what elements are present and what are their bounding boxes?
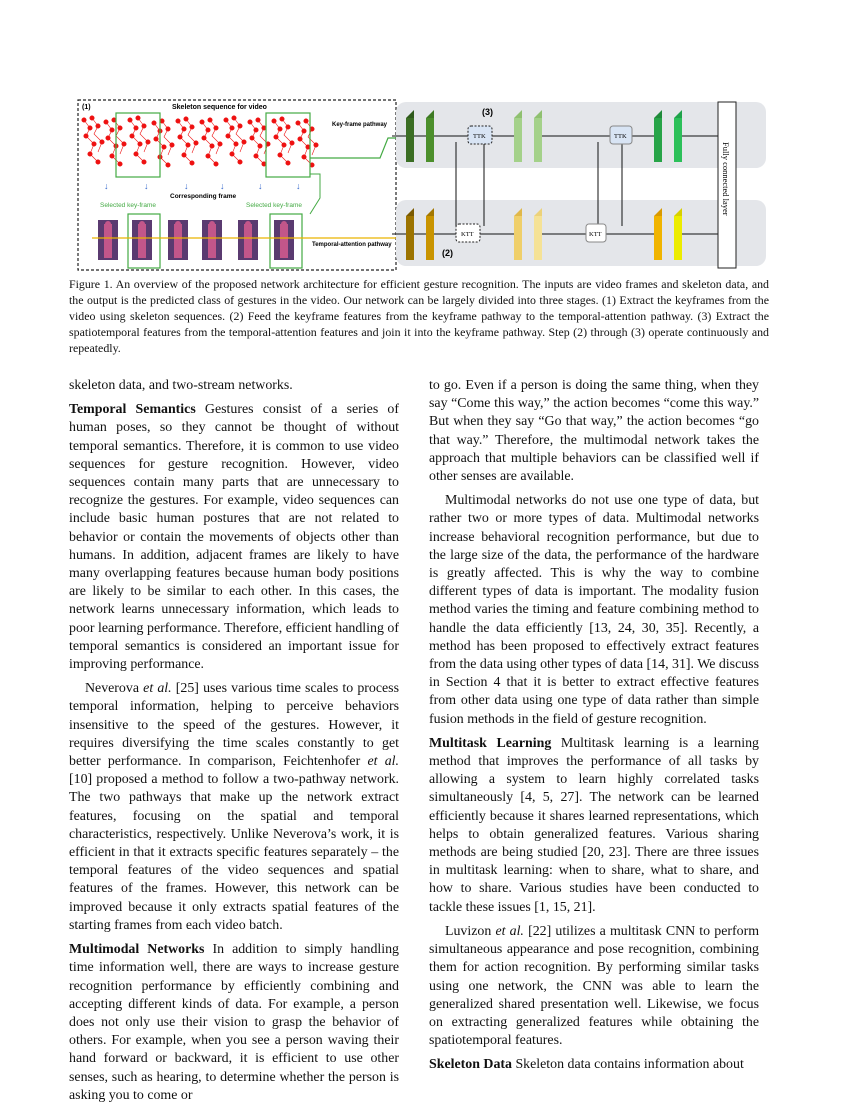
neverova-paragraph xyxy=(69,680,399,935)
skeleton-data-text: Skeleton data contains information about xyxy=(511,1057,744,1073)
left-paragraph-1: skeleton data, and two-stream networks. xyxy=(69,378,293,393)
keyframe-connector xyxy=(310,138,404,158)
multimodal-paragraph xyxy=(69,941,399,1105)
down-arrows xyxy=(104,181,301,191)
svg-text:↓: ↓ xyxy=(220,181,225,191)
stage3-number: (3) xyxy=(482,107,493,117)
ktt-label-1: KTT xyxy=(461,231,474,238)
etal-2: et al. xyxy=(367,754,399,770)
stage2-number: (2) xyxy=(442,248,453,258)
luvizon-text-a: Luvizon xyxy=(445,923,496,939)
neverova-text-a: Neverova xyxy=(85,681,144,697)
multimodal-text: In addition to simply handling time information well, there are ways to increase gesture recognition performance by efficiently combining and accepting different kinds of data. For example, a person does not only use their vision to grasp the behavior of others. For example, when you see a person waving their hand forward or backward, it is efficient to use other senses, such as hearing, to determine whether the person is asking you to come or xyxy=(69,942,400,1103)
etal-1: et al. xyxy=(143,681,172,697)
svg-text:↓: ↓ xyxy=(144,181,149,191)
left-column xyxy=(69,377,399,1105)
selected-keyframe-label-1: Selected key-frame xyxy=(100,202,156,209)
stage1-number: (1) xyxy=(82,104,91,111)
etal-3: et al. xyxy=(495,923,524,939)
selected-keyframe-label-2: Selected key-frame xyxy=(246,202,302,209)
temporal-pathway-label: Temporal-attention pathway xyxy=(312,242,392,248)
svg-text:↓: ↓ xyxy=(104,181,109,191)
ktt-label-2: KTT xyxy=(589,231,602,238)
multitask-text: Multitask learning is a learning method that improves the performance of all tasks by allowing a system to learn highly correlated tasks simultaneously [4, 5, 27]. The network can be learned efficiently because it shares learned representations, which helps to obtain generalized features. Various sharing methods are being studied [20, 23]. There are three issues in multitask learning: when to share, what to share, and how to share. Various studies have been conducted to tackle these issues [1, 15, 21]. xyxy=(429,735,759,915)
ttk-label-2: TTK xyxy=(614,133,627,140)
fc-layer-label: Fully connected layer xyxy=(721,142,731,216)
temporal-semantics-text: Gestures consist of a series of human poses, so they cannot be thought of without temporal semantics. Therefore, it is common to use video sequences for gesture recognition. However, video sequences contain many parts that are unnecessary to recognize the gestures. For example, video sequences can include basic human postures that are not related to behavior or contain the movements of objects other than humans. In addition, adjacent frames are likely to have many overlapping features because human body positions are likely to be similar to each other. In this cases, the network learns unnecessary information, which leads to poor learning performance. Therefore, efficient handling of temporal semantics is considered an important issue for improving performance. xyxy=(69,402,399,673)
keyframe-pathway-label: Key-frame pathway xyxy=(332,122,388,128)
skeleton-data-heading: Skeleton Data xyxy=(429,1057,512,1073)
skeleton-sequence xyxy=(82,116,318,167)
corresponding-frame-label: Corresponding frame xyxy=(170,193,237,200)
multitask-heading: Multitask Learning xyxy=(429,735,552,751)
svg-text:↓: ↓ xyxy=(258,181,263,191)
figure-caption: Figure 1. An overview of the proposed network architecture for efficient gesture recognition. The inputs are video frames and skeleton data, and the output is the predicted class of gestures in the video. Our network can be largely divided into three stages. (1) Extract the keyframes from the video using skeleton sequences. (2) Feed the keyframe features from the keyframe pathway to the temporal-attention pathway. (3) Extract the spatiotemporal features from the temporal-attention features and join it into the keyframe pathway. Step (2) through (3) operate continuously and repeatedly. xyxy=(69,277,769,355)
temporal-semantics-paragraph xyxy=(69,401,399,674)
multitask-paragraph xyxy=(429,735,759,917)
skeleton-data-paragraph xyxy=(429,1056,759,1074)
svg-text:↓: ↓ xyxy=(184,181,189,191)
temporal-semantics-heading: Temporal Semantics xyxy=(69,402,196,418)
neverova-text-c: [10] proposed a method to follow a two-pathway network. The two pathways that make up the network extract features, focusing on the spatial and temporal characteristics, respectively. Unlike Neverova’s work, it is efficient in that it extracts specific features separately – the temporal features of the video sequences and spatial features of the frames. However, this network can be improved because it only extracts spatial features of the starting frames from each video batch. xyxy=(69,772,399,933)
right-column xyxy=(429,377,759,1075)
multimodal-heading: Multimodal Networks xyxy=(69,942,205,958)
right-paragraph-2: Multimodal networks do not use one type of data, but rather two or more types of data. Multimodal networks increase behavioral recognition performance, but due to the large size of the data, the performance of the hardware is greatly affected. This is why the way to combine different types of data is important. The modality fusion method varies the timing and feature combining method to handle the data efficiently [13, 24, 30, 35]. Recently, a method has been proposed to effectively extract features from the data using other types of data [14, 31]. We discuss in Section 4 that it is better to extract effective features from other data using one type of data rather than simple fusion methods in the field of gesture recognition. xyxy=(429,493,759,727)
right-paragraph-1: to go. Even if a person is doing the same thing, when they say “Come this way,” the action becomes “come this way.” But when they say “Go that way,” the action becomes “go that way.” Therefore, the multimodal network takes the approach that multiple behaviors can be classified well if other senses are available. xyxy=(429,378,759,485)
keyframe-connector-2 xyxy=(310,174,320,214)
skeleton-title: Skeleton sequence for video xyxy=(172,104,267,111)
keyframe-pathway-bg xyxy=(396,102,766,168)
luvizon-paragraph xyxy=(429,923,759,1050)
neverova-text-b: [25] uses various time scales to process temporal information, helping to perceive behaviors insensitive to the speed of the gestures. However, it requires diversifying the time scales constantly to get better performance. In comparison, Feichtenhofer xyxy=(69,681,399,770)
luvizon-text-b: [22] utilizes a multitask CNN to perform simultaneous appearance and pose recognition, combining them for action recognition. By performing similar tasks using one network, the CNN was able to learn the generalized shared presentation well. Likewise, we focus on extracting generalized features while obtaining the spatiotemporal features. xyxy=(429,923,760,1049)
ttk-label-1: TTK xyxy=(473,133,486,140)
svg-text:↓: ↓ xyxy=(296,181,301,191)
architecture-figure xyxy=(70,98,768,273)
